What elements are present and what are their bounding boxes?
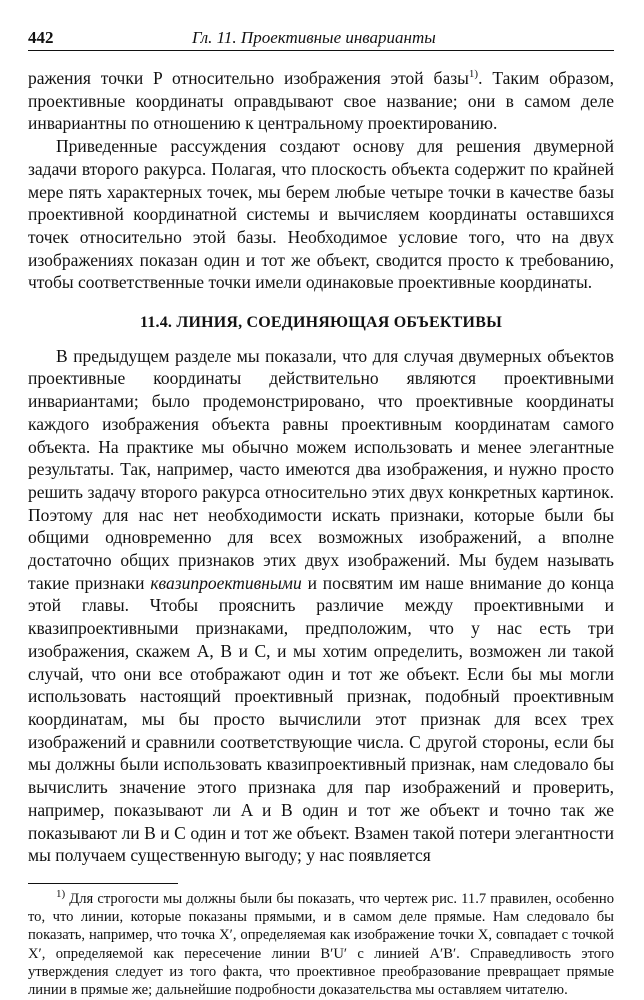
paragraph-continued: ражения точки P относительно изображения этой базы$^{1)}$. Таким образом, проективные координаты оправдывают свое название; они в самом деле инвариантны по отношению к центральному проектированию. — [28, 68, 615, 134]
running-head: Гл. 11. Проективные инварианты — [192, 28, 436, 47]
footnote — [28, 890, 614, 999]
footnote-ref: 1) — [468, 68, 479, 81]
page-number: 442 — [28, 28, 54, 47]
footnote-divider — [28, 883, 178, 884]
page-header — [28, 26, 614, 51]
footnote-mark: 1) — [56, 888, 66, 901]
main-text — [28, 67, 614, 867]
section-paragraph: В предыдущем разделе мы показали, что для случая двумерных объектов проективные координаты действительно являются проективными инвариантами; было продемонстрировано, что проективные координаты каждого изображения объекта равны проективным координатам самого объекта. На практике мы обычно можем использовать и менее элегантные результаты. Так, например, часто имеются два изображения, и нужно просто решить задачу второго ракурса относительно этих двух конкретных картинок. Поэтому для нас нет необходимости искать признаки, которые были бы общими одновременно для всех возможных изображений, а вполне достаточно общих признаков этих двух изображений. Мы будем называть такие признаки квазипроективными и посвятим им наше внимание до конца этой главы. Чтобы прояснить различие между проективными и квазипроективными признаками, предположим, что у нас есть три изображения, скажем A, B и C, и мы хотим определить, возможен ли такой случай, что они все отображают один и тот же объект. Если бы мы могли использовать настоящий проективный признак, подобный проективным координатам, мы бы просто вычислили этот признак для всех трех изображений и сравнили соответствующие числа. С другой стороны, если бы мы должны были использовать квазипроективный признак, нам следовало бы вычислить значение этого признака для пар изображений и проверить, например, показывают ли A и B один и тот же объект и точно так же показывают ли B и C один и тот же объект. Взамен такой потери элегантности мы получаем существенную выгоду; у нас появляется — [28, 345, 614, 866]
paragraph: Приведенные рассуждения создают основу для решения двумерной задачи второго ракурса. Полагая, что плоскость объекта содержит по крайней мере пять характерных точек, мы берем любые четыре точки в качестве базы проективной координатной системы и вычисляем координаты оставшихся точек относительно этой базы. Необходимое условие того, что на двух изображениях показан один и тот же объект, сводится просто к требованию, чтобы соответственные точки имели одинаковые проективные координаты. — [28, 136, 614, 293]
emphasis-term: квазипроективными — [150, 572, 302, 593]
section-heading: 11.4. ЛИНИЯ, СОЕДИНЯЮЩАЯ ОБЪЕКТИВЫ — [140, 314, 502, 332]
footnote-text: Для строгости мы должны были бы показать, что чертеж рис. 11.7 правилен, особенно то, что линии, которые показаны прямыми, и в самом деле прямые. Нам следовало бы показать, например, что точка X′, определяемая как изображение точки X, совпадает с точкой X′, определяемой как пересечение линии B′U′ с линией A′B′. Справедливость этого утверждения следует из того факта, что проективное преобразование превращает прямые линии в прямые же; дальнейшие подробности доказательства мы оставляем читателю. — [28, 890, 614, 998]
